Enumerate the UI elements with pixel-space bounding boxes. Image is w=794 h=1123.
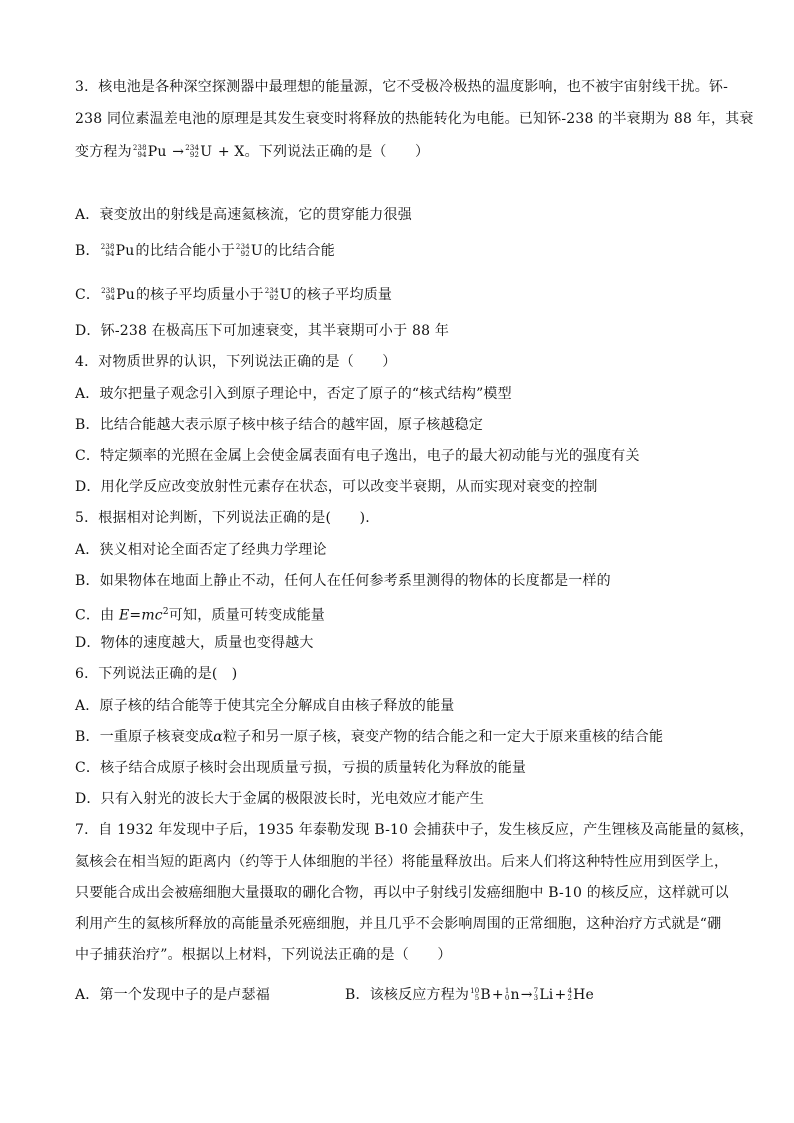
alpha-symbol: α [213,729,223,745]
neutron: 1 0 n [504,987,520,1003]
q7-stem-line5: 中子捕获治疗”。根据以上材料，下列说法正确的是（ ） [75,947,452,963]
q3-stem-line1: 3．核电池是各种深空探测器中最理想的能量源，它不受极冷极热的温度影响，也不被宇宙射线干扰。钚- [75,79,729,95]
isotope-he4: 4 2 He [567,987,594,1003]
q6-option-d: D．只有入射光的波长大于金属的极限波长时，光电效应才能产生 [75,791,485,807]
isotope-u234: 234 92 U [185,144,213,160]
q3-option-b: B． 238 94 Pu的比结合能小于 234 92 U的比结合能 [75,243,335,259]
isotope-pu238: 238 94 Pu [101,287,135,303]
q7-option-b: B．该核反应方程为 10 5 B+ 1 0 n→ 7 3 Li+ 4 2 He [345,987,594,1003]
q5-option-a: A．狭义相对论全面否定了经典力学理论 [75,542,327,558]
q5-option-c: C．由 $E=mc^2$可知，质量可转变成能量 [75,607,325,624]
isotope-pu238: 238 94 Pu [100,243,135,259]
formula-mc: mc [141,607,163,624]
q3-stem-line2: 238 同位素温差电池的原理是其发生衰变时将释放的热能转化为电能。已知钚-238 的半衰期为 88 年，其衰 [75,111,754,127]
q6-option-c: C．核子结合成原子核时会出现质量亏损，亏损的质量转化为释放的能量 [75,760,527,776]
q4-option-c: C．特定频率的光照在金属上会使金属表面有电子逸出，电子的最大初动能与光的强度有关 [75,448,640,464]
q7-option-a: A．第一个发现中子的是卢瑟福 [75,987,270,1003]
q7-stem-line1: 7．自 1932 年发现中子后，1935 年泰勒发现 B-10 会捕获中子，发生核反应，产生锂核及高能量的氦核， [75,822,754,838]
isotope-u234: 234 92 U [235,243,263,259]
plus-x: + X [217,144,245,160]
isotope-u234: 234 92 U [264,287,292,303]
q4-option-b: B．比结合能越大表示原子核中核子结合的越牢固，原子核越稳定 [75,417,484,433]
q4-stem: 4．对物质世界的认识，下列说法正确的是（ ） [75,354,397,370]
q4-option-d: D．用化学反应改变放射性元素存在状态，可以改变半衰期，从而实现对衰变的控制 [75,479,598,495]
arrow: → [520,987,533,1003]
q5-option-d: D．物体的速度越大，质量也变得越大 [75,635,314,651]
q3-stem-prefix: 变方程为 [75,144,132,160]
isotope-li7: 7 3 Li [533,987,554,1003]
arrow: → [172,144,185,160]
q3-option-a: A．衰变放出的射线是高速氦核流，它的贯穿能力很强 [75,207,412,223]
formula-e: E [118,607,130,624]
q3-stem-line3 [75,143,429,161]
q3-option-c: C． 238 94 Pu的核子平均质量小于 234 92 U的核子平均质量 [75,287,393,303]
q5-option-b: B．如果物体在地面上静止不动，任何人在任何参考系里测得的物体的长度都是一样的 [75,573,611,589]
q3-option-d: D．钚-238 在极高压下可加速衰变，其半衰期可小于 88 年 [75,323,450,339]
q6-option-b: B．一重原子核衰变成α粒子和另一原子核，衰变产物的结合能之和一定大于原来重核的结合能 [75,729,664,745]
q6-stem: 6．下列说法正确的是( ) [75,666,238,682]
isotope-b10: 10 5 B [470,987,491,1003]
q3-stem-suffix: 。下列说法正确的是（ ） [244,144,430,160]
q4-option-a: A．玻尔把量子观念引入到原子理论中，否定了原子的“核式结构”模型 [75,386,512,402]
q7-stem-line3: 只要能合成出会被癌细胞大量摄取的硼化合物，再以中子射线引发癌细胞中 B-10 的核反应，这样就可以 [75,885,729,901]
q6-option-a: A．原子核的结合能等于使其完全分解成自由核子释放的能量 [75,698,455,714]
q7-stem-line4: 利用产生的氦核所释放的高能量杀死癌细胞，并且几乎不会影响周围的正常细胞，这种治疗方式就是“硼 [75,916,722,932]
isotope-pu238: 238 94 Pu [132,144,167,160]
q5-stem: 5．根据相对论判断，下列说法正确的是( ). [75,510,370,526]
q7-stem-line2: 氦核会在相当短的距离内（约等于人体细胞的半径）将能量释放出。后来人们将这种特性应用到医学上， [75,854,729,870]
